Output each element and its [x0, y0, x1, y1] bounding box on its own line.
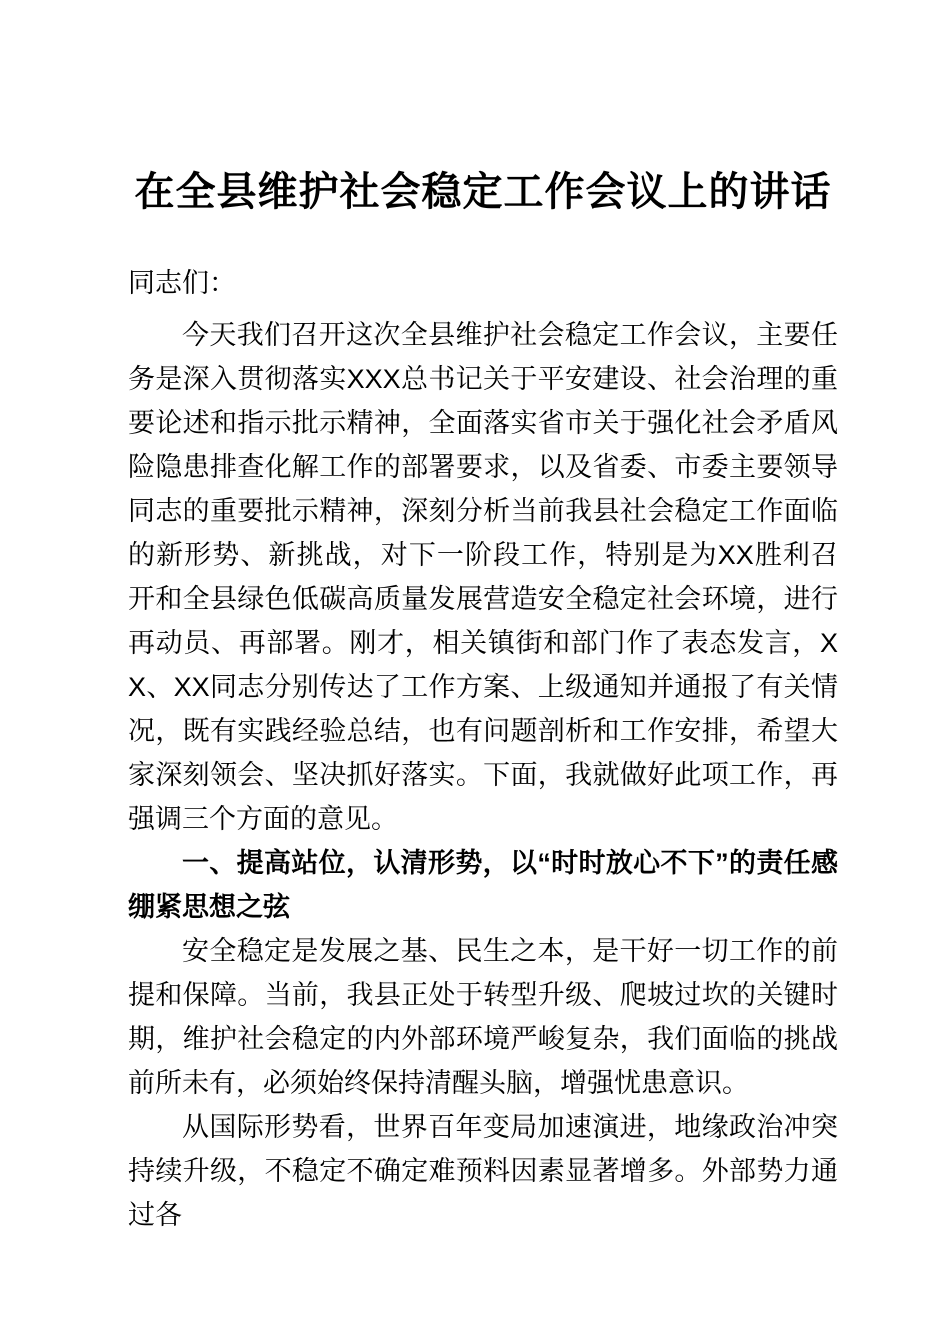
salutation: 同志们： — [128, 268, 236, 298]
paragraph-opening: 今天我们召开这次全县维护社会稳定工作会议，主要任务是深入贯彻落实XXX总书记关于平安建设、社会治理的重要论述和指示批示精神，全面落实省市关于强化社会矛盾风险隐患排查化解工作的部署要求，以及省委、市委主要领导同志的重要批示精神，深刻分析当前我县社会稳定工作面临的新形势、新挑战，对下一阶段工作，特别是为XX胜利召开和全县绿色低碳高质量发展营造安全稳定社会环境，进行再动员、再部署。刚才，相关镇街和部门作了表态发言，XX、XX同志分别传达了工作方案、上级通知并通报了有关情况，既有实践经验总结，也有问题剖析和工作安排，希望大家深刻领会、坚决抓好落实。下面，我就做好此项工作，再强调三个方面的意见。 — [128, 320, 838, 834]
section-heading-1: 一、提高站位，认清形势，以“时时放心不下”的责任感绷紧思想之弦 — [128, 848, 838, 922]
paragraph-international-situation: 从国际形势看，世界百年变局加速演进，地缘政治冲突持续升级，不稳定不确定难预料因素显著增多。外部势力通过各 — [128, 1112, 838, 1230]
paragraph-security-foundation: 安全稳定是发展之基、民生之本，是干好一切工作的前提和保障。当前，我县正处于转型升级、爬坡过坎的关键时期，维护社会稳定的内外部环境严峻复杂，我们面临的挑战前所未有，必须始终保持清醒头脑，增强忧患意识。 — [128, 936, 838, 1098]
document-title: 在全县维护社会稳定工作会议上的讲话 — [134, 170, 832, 214]
